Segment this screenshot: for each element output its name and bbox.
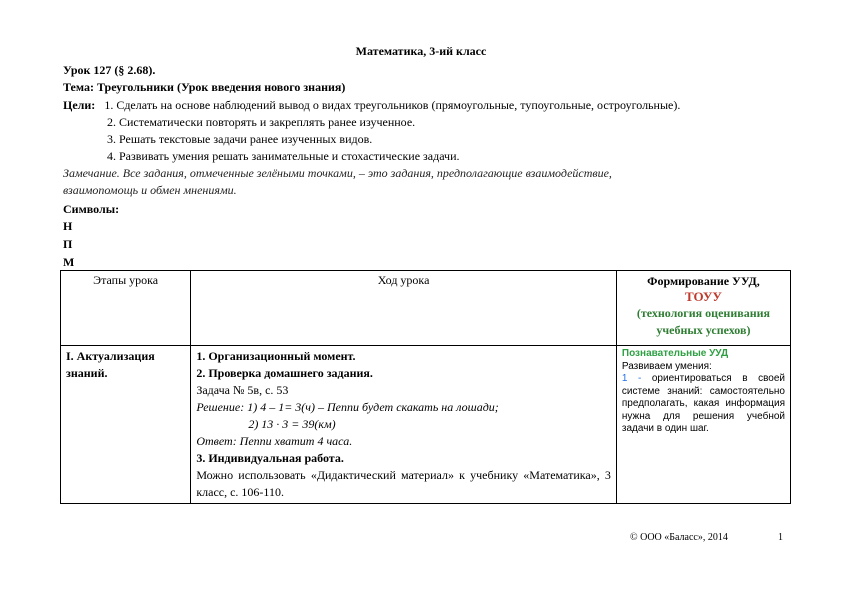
symbol-p: П: [63, 237, 73, 251]
course-item-1: 1. Организационный момент.: [196, 349, 356, 363]
lesson-table: [60, 270, 791, 504]
note-line-2: взаимопомощь и обмен мнениями.: [63, 183, 237, 197]
uud-number: 1 -: [621, 373, 642, 384]
stage-cell: [61, 346, 191, 504]
course-material: Можно использовать «Дидактический материал» к учебнику «Математика», 3 класс, с. 106-110.: [196, 468, 611, 499]
header-stages: Этапы урока: [61, 271, 191, 346]
course-answer: Ответ: Пеппи хватит 4 часа.: [196, 434, 353, 448]
symbols-label: Символы:: [63, 202, 120, 216]
stage-text: I. Актуализация знаний.: [66, 349, 155, 380]
table-row: [61, 346, 791, 504]
course-item-3: 3. Индивидуальная работа.: [196, 451, 344, 465]
uud-subtitle: Развиваем умения:: [621, 360, 712, 372]
footer-copyright: © ООО «Баласс», 2014: [630, 532, 728, 543]
goal-item-4: 4. Развивать умения решать занимательные и стохастические задачи.: [107, 149, 460, 163]
topic-text: Треугольники (Урок введения нового знания): [96, 80, 346, 94]
header-touu: ТОУУ: [684, 289, 722, 304]
goal-item-3: 3. Решать текстовые задачи ранее изученных видов.: [107, 132, 373, 146]
course-solution-1: Решение: 1) 4 – 1= 3(ч) – Пеппи будет скакать на лошади;: [196, 400, 499, 414]
header-touu-desc-1: (технология оценивания: [636, 306, 771, 320]
document-title: Математика, 3-ий класс: [355, 44, 487, 58]
course-task: Задача № 5в, с. 53: [196, 383, 289, 397]
uud-text: ориентироваться в своей системе знаний: самостоятельно предполагать, какая информация нужна для решения учебной задачи в один шаг.: [621, 373, 785, 434]
table-header-row: [61, 271, 791, 346]
header-uud: [616, 271, 790, 346]
uud-title: Познавательные УУД: [621, 348, 729, 359]
lesson-number: Урок 127 (§ 2.68).: [63, 63, 156, 77]
symbol-m: М: [63, 255, 75, 269]
goals-label: Цели:: [63, 98, 96, 112]
note-line-1: Замечание. Все задания, отмеченные зелёными точками, – это задания, предполагающие взаимодействие,: [63, 166, 612, 180]
goal-item-2: 2. Систематически повторять и закреплять ранее изученное.: [107, 115, 416, 129]
header-uud-title: Формирование УУД,: [647, 274, 760, 288]
uud-description: [622, 373, 785, 436]
topic-line: [63, 80, 345, 95]
goals-line-1: [63, 98, 680, 113]
topic-label: Тема:: [63, 80, 94, 94]
course-item-2: 2. Проверка домашнего задания.: [196, 366, 373, 380]
footer-page-number: 1: [778, 532, 783, 543]
goal-item-1: 1. Сделать на основе наблюдений вывод о видах треугольников (прямоугольные, тупоугольные, остроугольные).: [104, 98, 681, 112]
uud-cell: [616, 346, 790, 504]
course-solution-2: 2) 13 · 3 = 39(км): [248, 417, 336, 431]
header-course: Ход урока: [191, 271, 617, 346]
header-touu-desc-2: учебных успехов): [656, 323, 751, 337]
symbol-n: Н: [63, 219, 73, 233]
course-cell: [191, 346, 617, 504]
